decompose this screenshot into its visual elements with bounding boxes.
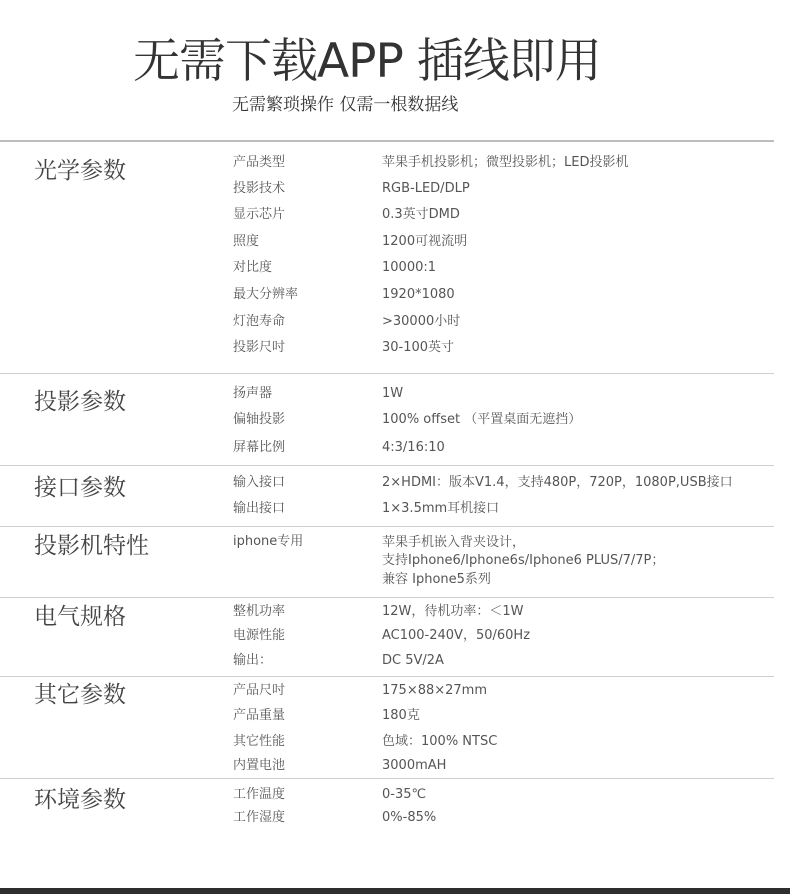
spec-label: 产品尺吋 xyxy=(233,683,286,698)
spec-row xyxy=(0,680,790,702)
section-title-other: 其它参数 xyxy=(34,682,126,708)
spec-value: 10000:1 xyxy=(382,260,437,275)
spec-label: 其它性能 xyxy=(233,734,286,749)
spec-value: 3000mAH xyxy=(382,758,447,773)
spec-label: 输出： xyxy=(233,653,273,668)
spec-value: 175×88×27mm xyxy=(382,683,488,698)
spec-label: 屏幕比例 xyxy=(233,440,286,455)
spec-value: 0-35℃ xyxy=(382,787,427,802)
spec-value: 色域：100% NTSC xyxy=(382,734,498,749)
spec-label: 扬声器 xyxy=(233,386,273,401)
spec-label: 投影尺吋 xyxy=(233,340,286,355)
spec-label: 投影技术 xyxy=(233,181,286,196)
spec-label: 灯泡寿命 xyxy=(233,314,286,329)
spec-row xyxy=(0,204,790,226)
divider xyxy=(0,465,774,466)
spec-value: 苹果手机投影机；微型投影机；LED投影机 xyxy=(382,155,629,170)
spec-value: 1200可视流明 xyxy=(382,234,468,249)
spec-row xyxy=(0,231,790,253)
spec-label: 电源性能 xyxy=(233,628,286,643)
spec-label: 内置电池 xyxy=(233,758,286,773)
spec-row xyxy=(0,705,790,727)
spec-row xyxy=(0,625,790,647)
spec-value: >30000小时 xyxy=(382,314,461,329)
divider xyxy=(0,373,774,374)
spec-row xyxy=(0,532,790,592)
spec-label: 整机功率 xyxy=(233,604,286,619)
divider xyxy=(0,597,774,598)
spec-row xyxy=(0,152,790,174)
section-title-optical: 光学参数 xyxy=(34,158,126,184)
spec-value: 30-100英寸 xyxy=(382,340,455,355)
spec-label: 产品类型 xyxy=(233,155,286,170)
section-title-interface: 接口参数 xyxy=(34,475,126,501)
section-title-environment: 环境参数 xyxy=(34,787,126,813)
spec-row xyxy=(0,409,790,431)
spec-row xyxy=(0,284,790,306)
spec-row xyxy=(0,178,790,200)
divider xyxy=(0,676,774,677)
spec-value: 12W，待机功率：＜1W xyxy=(382,604,524,619)
section-title-features: 投影机特性 xyxy=(34,533,149,559)
spec-label: 输入接口 xyxy=(233,475,286,490)
divider xyxy=(0,526,774,527)
spec-value: 180克 xyxy=(382,708,420,723)
spec-label: 工作温度 xyxy=(233,787,286,802)
spec-row xyxy=(0,601,790,623)
section-title-electrical: 电气规格 xyxy=(34,604,126,630)
divider xyxy=(0,778,774,779)
spec-value: 苹果手机嵌入背夹设计， xyxy=(382,535,526,550)
spec-row xyxy=(0,731,790,753)
spec-row xyxy=(0,257,790,279)
page-title: 无需下载APP 插线即用 xyxy=(133,34,601,89)
spec-value: 1920*1080 xyxy=(382,287,455,302)
page-subtitle: 无需繁琐操作 仅需一根数据线 xyxy=(232,95,459,115)
spec-label: 工作湿度 xyxy=(233,810,286,825)
spec-value: 0%-85% xyxy=(382,810,437,825)
spec-label: 对比度 xyxy=(233,260,273,275)
spec-row xyxy=(0,383,790,405)
spec-value: AC100-240V，50/60Hz xyxy=(382,628,531,643)
spec-value: 0.3英寸DMD xyxy=(382,207,460,222)
spec-value: RGB-LED/DLP xyxy=(382,181,470,196)
spec-label: 照度 xyxy=(233,234,260,249)
footer-bar xyxy=(0,888,790,894)
spec-value: 1×3.5mm耳机接口 xyxy=(382,501,500,516)
spec-label: 产品重量 xyxy=(233,708,286,723)
spec-value: 4:3/16:10 xyxy=(382,440,445,455)
header xyxy=(0,0,790,140)
spec-label: 显示芯片 xyxy=(233,207,286,222)
spec-label: 最大分辨率 xyxy=(233,287,299,302)
spec-label: 偏轴投影 xyxy=(233,412,286,427)
spec-label: iphone专用 xyxy=(233,534,304,549)
spec-value: 1W xyxy=(382,386,404,401)
spec-row xyxy=(0,337,790,359)
spec-row xyxy=(0,807,790,829)
divider xyxy=(0,140,774,142)
spec-row xyxy=(0,472,790,494)
spec-row xyxy=(0,437,790,459)
spec-label: 输出接口 xyxy=(233,501,286,516)
spec-row xyxy=(0,498,790,520)
spec-value: 2×HDMI：版本V1.4，支持480P，720P，1080P,USB接口 xyxy=(382,475,733,490)
spec-row xyxy=(0,311,790,333)
spec-row xyxy=(0,755,790,777)
spec-row xyxy=(0,784,790,806)
section-title-projection: 投影参数 xyxy=(34,389,126,415)
spec-value: 兼容 Iphone5系列 xyxy=(382,572,491,587)
spec-row xyxy=(0,650,790,672)
spec-value: 支持Iphone6/Iphone6s/Iphone6 PLUS/7/7P； xyxy=(382,553,665,568)
spec-value: DC 5V/2A xyxy=(382,653,444,668)
spec-value: 100% offset （平置桌面无遮挡） xyxy=(382,412,582,427)
